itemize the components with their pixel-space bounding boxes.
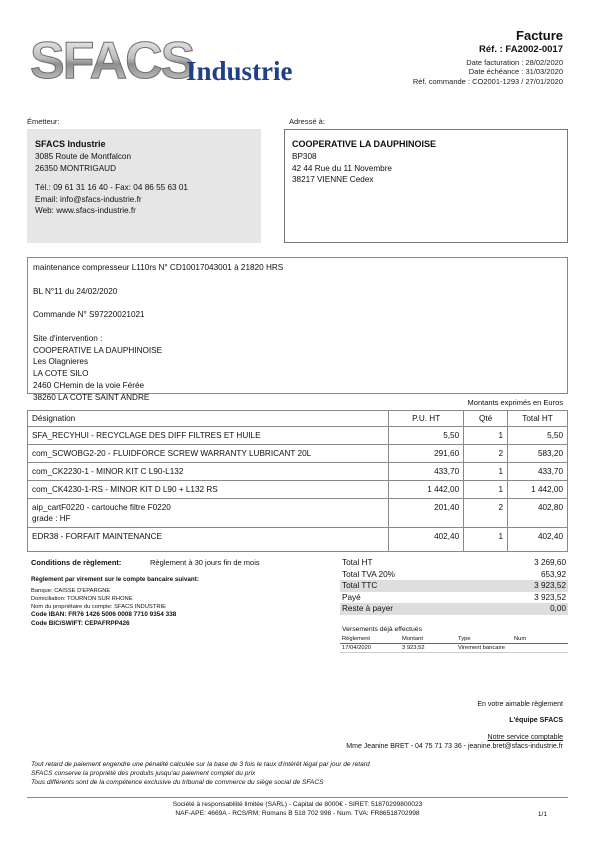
table-row <box>28 481 568 499</box>
recipient-box <box>284 129 568 243</box>
emitter-address2: 26350 MONTRIGAUD <box>35 163 116 173</box>
item-total: 433,70 <box>508 463 568 481</box>
total-row <box>340 603 568 615</box>
total-label: Payé <box>342 592 361 602</box>
recipient-caption: Adressé à: <box>289 117 325 126</box>
emitter-box <box>27 129 261 243</box>
footer-company-info: Société à responsabilité limitée (SARL) - Capital de 8000€ - SIRET: 51870299800023 <box>172 801 423 808</box>
legal-note: SFACS conserve la propriété des produits jusqu'au paiement complet du prix <box>31 770 256 777</box>
description-line: BL N°11 du 24/02/2020 <box>33 286 118 296</box>
total-label: Total TTC <box>340 580 480 592</box>
item-designation-main: aip_cartF0220 - cartouche filtre F0220 <box>32 503 171 512</box>
item-qty: 1 <box>464 427 508 445</box>
payments-header-num: Num <box>512 635 568 643</box>
total-value: 3 269,60 <box>534 558 566 567</box>
payment-terms-value: Règlement à 30 jours fin de mois <box>150 558 260 567</box>
closing-greeting: En votre aimable règlement <box>477 701 563 708</box>
table-row <box>28 463 568 481</box>
description-line: LA COTE SILO <box>33 369 89 379</box>
bank-bic: Code BIC/SWIFT: CEPAFRPP426 <box>31 620 130 627</box>
payments-header-type: Type <box>456 635 512 643</box>
total-row <box>340 557 568 569</box>
description-line: COOPERATIVE LA DAUPHINOISE <box>33 345 163 355</box>
accounting-title: Notre service comptable <box>487 734 563 741</box>
currency-note: Montants exprimés en Euros <box>467 398 563 407</box>
item-qty: 1 <box>464 463 508 481</box>
footer-divider <box>27 797 568 798</box>
emitter-phone: Tél.: 09 61 31 16 40 - Fax: 04 86 55 63 01 <box>35 183 188 193</box>
total-label: Total HT <box>342 558 373 567</box>
item-total: 1 442,00 <box>508 481 568 499</box>
total-row <box>340 592 568 604</box>
payments-table <box>340 635 568 653</box>
item-total: 402,40 <box>508 528 568 552</box>
bank-domiciliation: Domiciliation: TOURNON SUR RHONE <box>31 596 133 602</box>
description-line: Les Olagnieres <box>33 357 89 367</box>
item-designation: com_CK2230-1 - MINOR KIT C L90-L132 <box>28 463 389 481</box>
total-row <box>340 569 568 581</box>
company-logo <box>30 30 315 90</box>
due-date: Date échéance : 31/03/2020 <box>468 67 563 76</box>
document-title: Facture <box>516 28 563 43</box>
description-line: 38260 LA COTE SAINT ANDRE <box>33 392 150 402</box>
item-designation: SFA_RECYHUI - RECYCLAGE DES DIFF FILTRES ET HUILE <box>28 427 389 445</box>
description-line: 2460 CHemin de la voie Férée <box>33 380 145 390</box>
item-total: 5,50 <box>508 427 568 445</box>
item-designation-detail: grade : HF <box>32 514 71 523</box>
total-label: Reste à payer <box>340 603 480 615</box>
recipient-line1: BP308 <box>292 152 317 161</box>
payment-num <box>512 643 568 652</box>
item-unit-price: 433,70 <box>389 463 464 481</box>
items-header-row <box>28 411 568 427</box>
table-row <box>28 445 568 463</box>
total-row <box>340 580 568 592</box>
payments-header-date: Règlement <box>340 635 400 643</box>
item-designation: EDR38 - FORFAIT MAINTENANCE <box>28 528 389 552</box>
item-unit-price: 5,50 <box>389 427 464 445</box>
recipient-name: COOPERATIVE LA DAUPHINOISE <box>292 139 437 149</box>
svg-text:Industrie: Industrie <box>186 56 293 86</box>
emitter-caption: Émetteur: <box>27 117 60 126</box>
invoice-items-table <box>27 410 568 552</box>
payment-date: 17/04/2020 <box>340 643 400 652</box>
recipient-line3: 38217 VIENNE Cedex <box>292 175 374 185</box>
invoice-description <box>27 257 568 402</box>
legal-note: Tous différents sont de la compétence exclusive du tribunal de commerce du siège social de SFACS <box>31 779 324 786</box>
table-row <box>28 499 568 528</box>
total-value: 653,92 <box>540 569 566 579</box>
invoice-reference: Réf. : FA2002-0017 <box>479 44 563 55</box>
header-qty: Qté <box>464 411 508 427</box>
emitter-name: SFACS Industrie <box>35 139 106 149</box>
header-total: Total HT <box>508 411 568 427</box>
item-unit-price: 1 442,00 <box>389 481 464 499</box>
table-row <box>28 528 568 552</box>
item-designation: com_CK4230-1-RS - MINOR KIT D L90 + L132 RS <box>28 481 389 499</box>
recipient-line2: 42 44 Rue du 11 Novembre <box>292 163 392 173</box>
emitter-web: Web: www.sfacs-industrie.fr <box>35 206 136 216</box>
table-row <box>28 427 568 445</box>
item-qty: 2 <box>464 445 508 463</box>
total-value: 0,00 <box>480 603 568 615</box>
emitter-address1: 3085 Route de Montfalcon <box>35 152 132 161</box>
total-label: Total TVA 20% <box>342 569 395 579</box>
description-line: Commande N° S97220021021 <box>33 310 145 320</box>
bank-owner: Nom du propriétaire du compte: SFACS INDUSTRIE <box>31 604 166 610</box>
item-unit-price: 291,60 <box>389 445 464 463</box>
item-total: 402,80 <box>508 499 568 528</box>
item-total: 583,20 <box>508 445 568 463</box>
payments-header-amount: Montant <box>400 635 456 643</box>
footer-registration-info: NAF-APE: 4669A - RCS/RM: Romans B 518 702 998 - Num. TVA: FR86518702998 <box>175 810 420 817</box>
payment-type: Virement bancaire <box>456 643 512 652</box>
description-line <box>33 321 562 333</box>
emitter-email: Email: info@sfacs-industrie.fr <box>35 194 142 204</box>
header-designation: Désignation <box>28 411 389 427</box>
bank-iban: Code IBAN: FR76 1426 5006 0008 7710 9354 338 <box>31 611 177 618</box>
bank-transfer-title: Règlement par virement sur le compte bancaire suivant: <box>31 576 199 583</box>
bank-name: Banque: CAISSE D'EPARGNE <box>31 588 111 594</box>
total-value: 3 923,52 <box>534 592 566 602</box>
item-designation: com_SCWOBG2-20 - FLUIDFORCE SCREW WARRANTY LUBRICANT 20L <box>28 445 389 463</box>
item-designation <box>28 499 389 528</box>
total-value: 3 923,52 <box>480 580 568 592</box>
payment-amount: 3 923,52 <box>400 643 456 652</box>
item-qty: 1 <box>464 481 508 499</box>
header-unit-price: P.U. HT <box>389 411 464 427</box>
item-unit-price: 201,40 <box>389 499 464 528</box>
description-line: maintenance compresseur L110rs N° CD10017043001 à 21820 HRS <box>33 263 284 272</box>
payments-header-row <box>340 635 568 643</box>
item-unit-price: 402,40 <box>389 528 464 552</box>
accounting-contact: Mme Jeanine BRET - 04 75 71 73 36 - jeanine.bret@sfacs-industrie.fr <box>346 743 563 750</box>
description-line: Site d'intervention : <box>33 333 103 343</box>
page-number: 1/1 <box>537 811 547 818</box>
legal-note: Tout retard de paiement engendre une pénalité calculée sur la base de 3 fois le taux d'intérêt légal par jour de retard <box>31 761 370 768</box>
item-qty: 2 <box>464 499 508 528</box>
description-line <box>33 274 562 286</box>
table-row <box>340 643 568 652</box>
billing-date: Date facturation : 28/02/2020 <box>466 58 563 67</box>
item-qty: 1 <box>464 528 508 552</box>
description-line <box>33 297 562 309</box>
svg-text:SFACS: SFACS <box>30 32 194 90</box>
payments-title: Versements déjà effectués <box>342 626 422 633</box>
payment-terms-label: Conditions de règlement: <box>31 558 122 567</box>
totals-table <box>340 557 568 615</box>
team-signature: L'équipe SFACS <box>509 717 563 724</box>
order-reference: Réf. commande : CO2001-1293 / 27/01/2020 <box>412 77 563 86</box>
